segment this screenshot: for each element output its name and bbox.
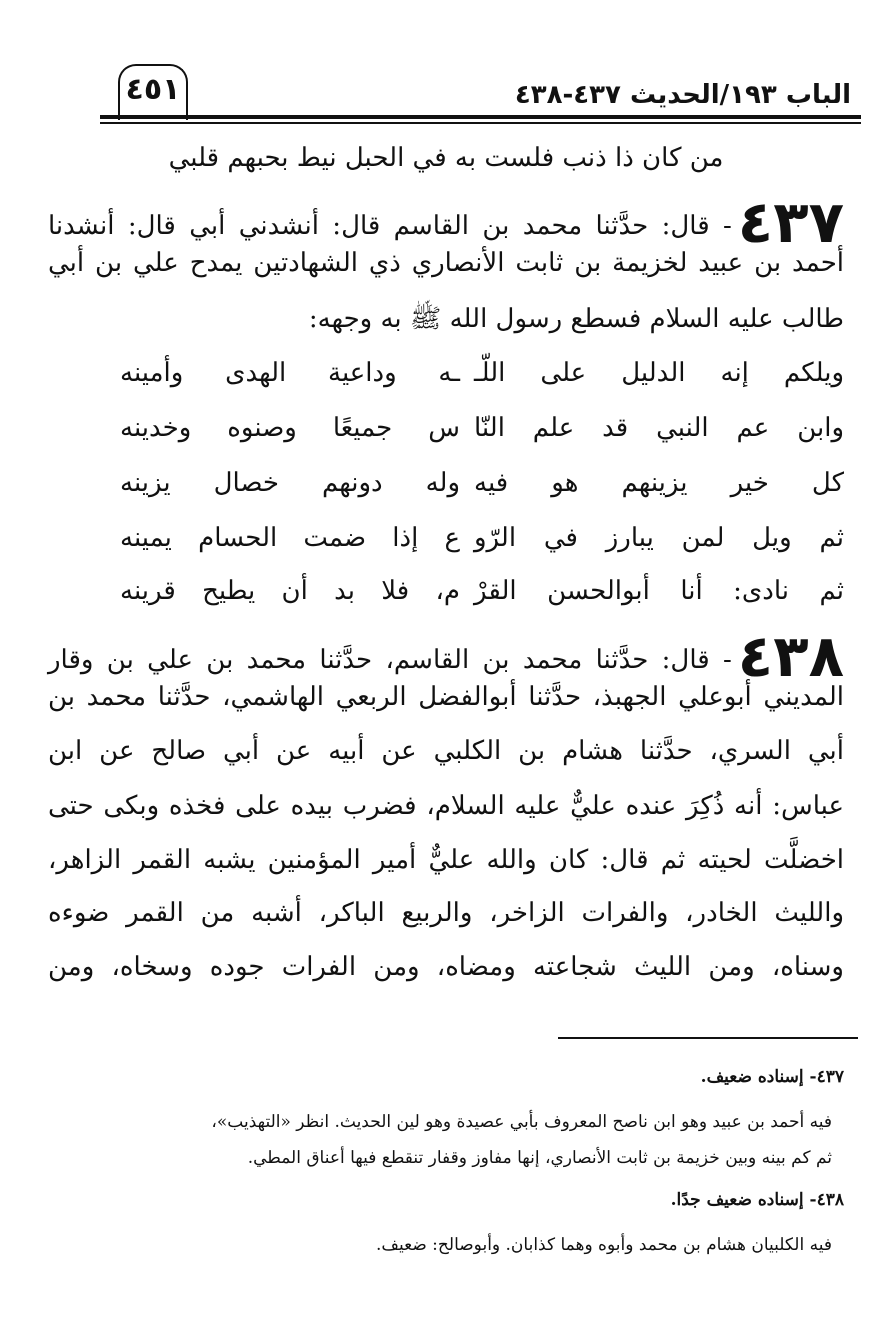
verse-second-hemistich: وله دونهم خصال يزينه bbox=[120, 468, 460, 498]
footnote-438-line-1: فيه الكلبيان هشام بن محمد وأبوه وهما كذابان. وأبوصالح: ضعيف. bbox=[376, 1235, 832, 1255]
hadith-438-line-5: اخضلَّت لحيته ثم قال: كان والله عليٌّ أمير المؤمنين يشبه القمر الزاهر، bbox=[48, 845, 844, 875]
verse-row bbox=[120, 576, 844, 616]
hadith-438-line-7: وسناه، ومن الليث شجاعته ومضاه، ومن الفرات جوده وسخاه، ومن bbox=[48, 952, 844, 982]
page-number: ٤٥١ bbox=[125, 72, 181, 107]
verse-first-hemistich: ثم نادى: أنا أبوالحسن القرْ bbox=[474, 576, 844, 606]
hadith-number-437: ٤٣٧ bbox=[737, 188, 844, 256]
verse-second-hemistich: م، فلا بد أن يطيح قرينه bbox=[120, 576, 460, 606]
verse-first-hemistich: ويلكم إنه الدليل على اللّـ bbox=[474, 358, 844, 388]
running-header-title: الباب ١٩٣/الحديث ٤٣٧-٤٣٨ bbox=[514, 80, 851, 110]
verse-second-hemistich: س جميعًا وصنوه وخدينه bbox=[120, 413, 460, 443]
footnote-437-line-2: ثم كم بينه وبين خزيمة بن ثابت الأنصاري، إنها مفاوز وقفار تنقطع فيها أعناق المطي. bbox=[247, 1148, 832, 1168]
hadith-438-line-2: المديني أبوعلي الجهبذ، حدَّثنا أبوالفضل الربعي الهاشمي، حدَّثنا محمد بن bbox=[48, 682, 844, 712]
verse-second-hemistich: ع إذا ضمت الحسام يمينه bbox=[120, 523, 460, 553]
hadith-438-line-6: والليث الخادر، والفرات الزاخر، والربيع الباكر، أشبه من القمر ضوءه bbox=[48, 898, 844, 928]
hadith-438-line-3: أبي السري، حدَّثنا هشام بن الكلبي عن أبيه عن أبي صالح عن ابن bbox=[48, 736, 844, 766]
hadith-437-line-1 bbox=[48, 188, 844, 256]
hadith-438-text: - قال: حدَّثنا محمد بن القاسم، حدَّثنا محمد بن علي بن وقار bbox=[48, 645, 732, 675]
header-rule-thin bbox=[100, 122, 861, 124]
verse-row bbox=[120, 468, 844, 508]
footnote-438-heading: ٤٣٨- إسناده ضعيف جدًا. bbox=[670, 1190, 844, 1210]
footnote-437-heading: ٤٣٧- إسناده ضعيف. bbox=[700, 1067, 844, 1087]
hadith-438-line-1 bbox=[48, 622, 844, 690]
hadith-437-text: - قال: حدَّثنا محمد بن القاسم قال: أنشدني أبي قال: أنشدنا bbox=[48, 211, 732, 241]
verse-first-hemistich: ثم ويل لمن يبارز في الرّو bbox=[474, 523, 844, 553]
footnote-437-line-1: فيه أحمد بن عبيد وهو ابن ناصح المعروف بأبي عصيدة وهو لين الحديث. انظر «التهذيب»، bbox=[211, 1112, 832, 1132]
footnote-separator bbox=[558, 1037, 858, 1039]
hadith-number-438: ٤٣٨ bbox=[737, 622, 844, 690]
hadith-437-line-3: طالب عليه السلام فسطع رسول الله ﷺ به وجهه: bbox=[308, 304, 844, 334]
opening-verse: من كان ذا ذنب فلست به في الحبل نيط بحبهم قلبي bbox=[168, 143, 724, 173]
hadith-437-line-2: أحمد بن عبيد لخزيمة بن ثابت الأنصاري ذي الشهادتين يمدح علي بن أبي bbox=[48, 248, 844, 278]
verse-first-hemistich: كل خير يزينهم هو فيه bbox=[474, 468, 844, 498]
verse-second-hemistich: ـه وداعية الهدى وأمينه bbox=[120, 358, 460, 388]
verse-row bbox=[120, 358, 844, 398]
verse-row bbox=[120, 413, 844, 453]
verse-first-hemistich: وابن عم النبي قد علم النّا bbox=[474, 413, 844, 443]
verse-row bbox=[120, 523, 844, 563]
header-rule bbox=[100, 115, 861, 119]
hadith-438-line-4: عباس: أنه ذُكِرَ عنده عليٌّ عليه السلام، فضرب بيده على فخذه وبكى حتى bbox=[48, 791, 844, 821]
